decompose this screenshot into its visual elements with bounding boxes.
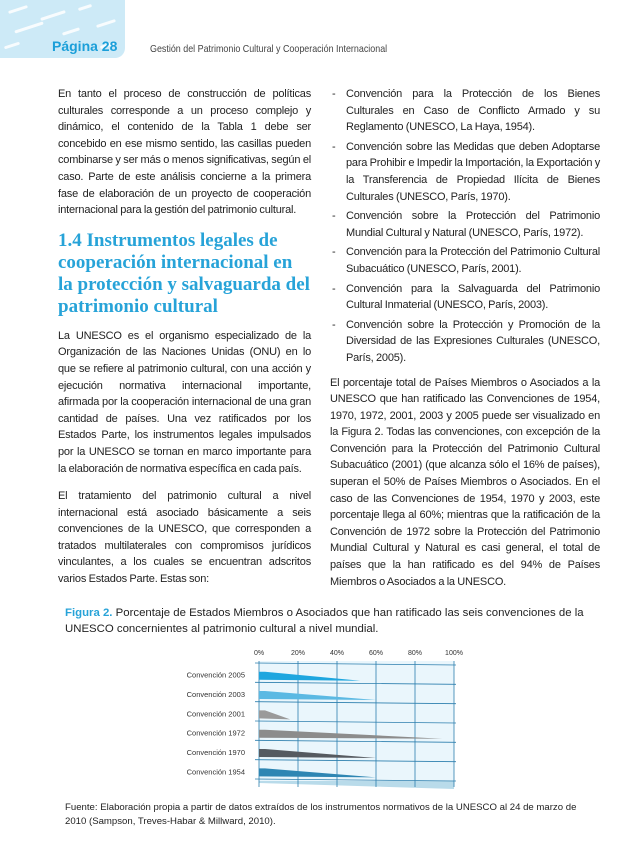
left-column <box>58 86 311 599</box>
x-tick-label: 20% <box>290 650 306 658</box>
page-content <box>58 0 600 859</box>
list-item: - Convención para la Protección de los Bienes Culturales en Caso de Conflicto Armado y su Reglamento (UNESCO, La Haya, 1954). <box>330 86 600 136</box>
x-tick-label: 60% <box>368 650 384 658</box>
two-column-body <box>58 86 600 601</box>
paragraph: En tanto el proceso de construcción de políticas culturales corresponde a un proceso complejo y dinámico, el contenido de la Tabla 1 debe ser concebido en ese mismo sentido, las casillas pueden combinarse y ser más o menos significativas, según el caso. Parte de este análisis concierne a la primera fase de elaboración de un proyecto de cooperación internacional para la gestión del patrimonio cultural. <box>58 88 311 217</box>
figure-caption <box>65 605 600 637</box>
category-label: Convención 1970 <box>186 748 245 758</box>
list-item: - Convención para la Protección del Patrimonio Cultural Subacuático (UNESCO, París, 2001). <box>330 244 600 277</box>
running-title: Gestión del Patrimonio Cultural y Cooperación Internacional <box>150 43 388 55</box>
section-heading: 1.4 Instrumentos legales de cooperación internacional en la protección y salvaguarda del patrimonio cultural <box>58 229 310 317</box>
x-tick-label: 80% <box>407 650 423 658</box>
figure <box>65 605 600 829</box>
list-item: - Convención sobre la Protección y Promoción de la Diversidad de las Expresiones Culturales (UNESCO, París, 2005). <box>330 317 600 367</box>
right-column <box>330 86 600 601</box>
plot-floor <box>259 781 454 789</box>
x-tick-label: 100% <box>445 650 463 658</box>
list-item: - Convención sobre la Protección del Patrimonio Mundial Cultural y Natural (UNESCO, París, 1972). <box>330 208 600 241</box>
paragraph: La UNESCO es el organismo especializado de la Organización de las Naciones Unidas (ONU) en lo que se refiere al patrimonio cultural, con una acción y ejecución normativa internacional importante, afirmada por la cooperación internacional de una gran cantidad de países. Una vez ratificados por los Estados Parte, los instrumentos legales impulsados por la UNESCO se tornan en marco importante para la elaboración de normativa específica en cada país. <box>58 329 311 475</box>
x-tick-label: 0% <box>253 650 265 658</box>
x-tick-label: 40% <box>329 650 345 658</box>
category-label: Convención 2003 <box>186 690 245 700</box>
list-item: - Convención sobre las Medidas que deben Adoptarse para Prohibir e Impedir la Importación, la Exportación y la Transferencia de Propiedad Ilícita de Bienes Culturales (UNESCO, París, 1970). <box>330 139 600 205</box>
category-label: Convención 2005 <box>186 670 245 680</box>
figure-caption-text: Porcentaje de Estados Miembros o Asociados que han ratificado las seis convenciones de la UNESCO concernientes al patrimonio cultural a nivel mundial. <box>65 607 584 636</box>
figure-label: Figura 2. <box>65 607 113 620</box>
convention-list <box>330 86 600 367</box>
chart-container <box>65 643 600 793</box>
paragraph: El porcentaje total de Países Miembros o Asociados a la UNESCO que han ratificado las Convenciones de 1954, 1970, 1972, 2001, 2003 y 2005 puede ser visualizado en la Figura 2. Todas las convenciones, con excepción de la Convención para la Protección del Patrimonio Cultural Subacuático (2001) (que alcanza sólo el 16% de países), superan el 50% de Países Miembros o Asociados. En el caso de las Convenciones de 1954, 1970 y 2003, este porcentaje llega al 60%; mientras que la ratificación de la Convención de 1972 sobre la Protección del Patrimonio Mundial Cultural y Natural es casi general, el total de países que la han ratificado es del 94% de Países Miembros o Asociados a la UNESCO. <box>330 376 600 588</box>
category-label: Convención 1972 <box>186 728 245 738</box>
page-number: Página 28 <box>52 38 118 54</box>
list-item: - Convención para la Salvaguarda del Patrimonio Cultural Inmaterial (UNESCO, París, 2003). <box>330 281 600 314</box>
figure-source: Fuente: Elaboración propia a partir de datos extraídos de los instrumentos normativos de la UNESCO al 24 de marzo de 2010 (Sampson, Treves-Habar & Millward, 2010). <box>65 802 577 828</box>
category-label: Convención 1954 <box>186 767 245 777</box>
convention-ratification-chart <box>150 643 470 793</box>
category-label: Convención 2001 <box>186 709 245 719</box>
paragraph: El tratamiento del patrimonio cultural a nivel internacional está asociado básicamente a seis convenciones de la UNESCO, que corresponden a tratados multilaterales con compromisos jurídicos vinculantes, a los cuales se encuentran adscritos varios Estados Parte. Estas son: <box>58 490 311 586</box>
